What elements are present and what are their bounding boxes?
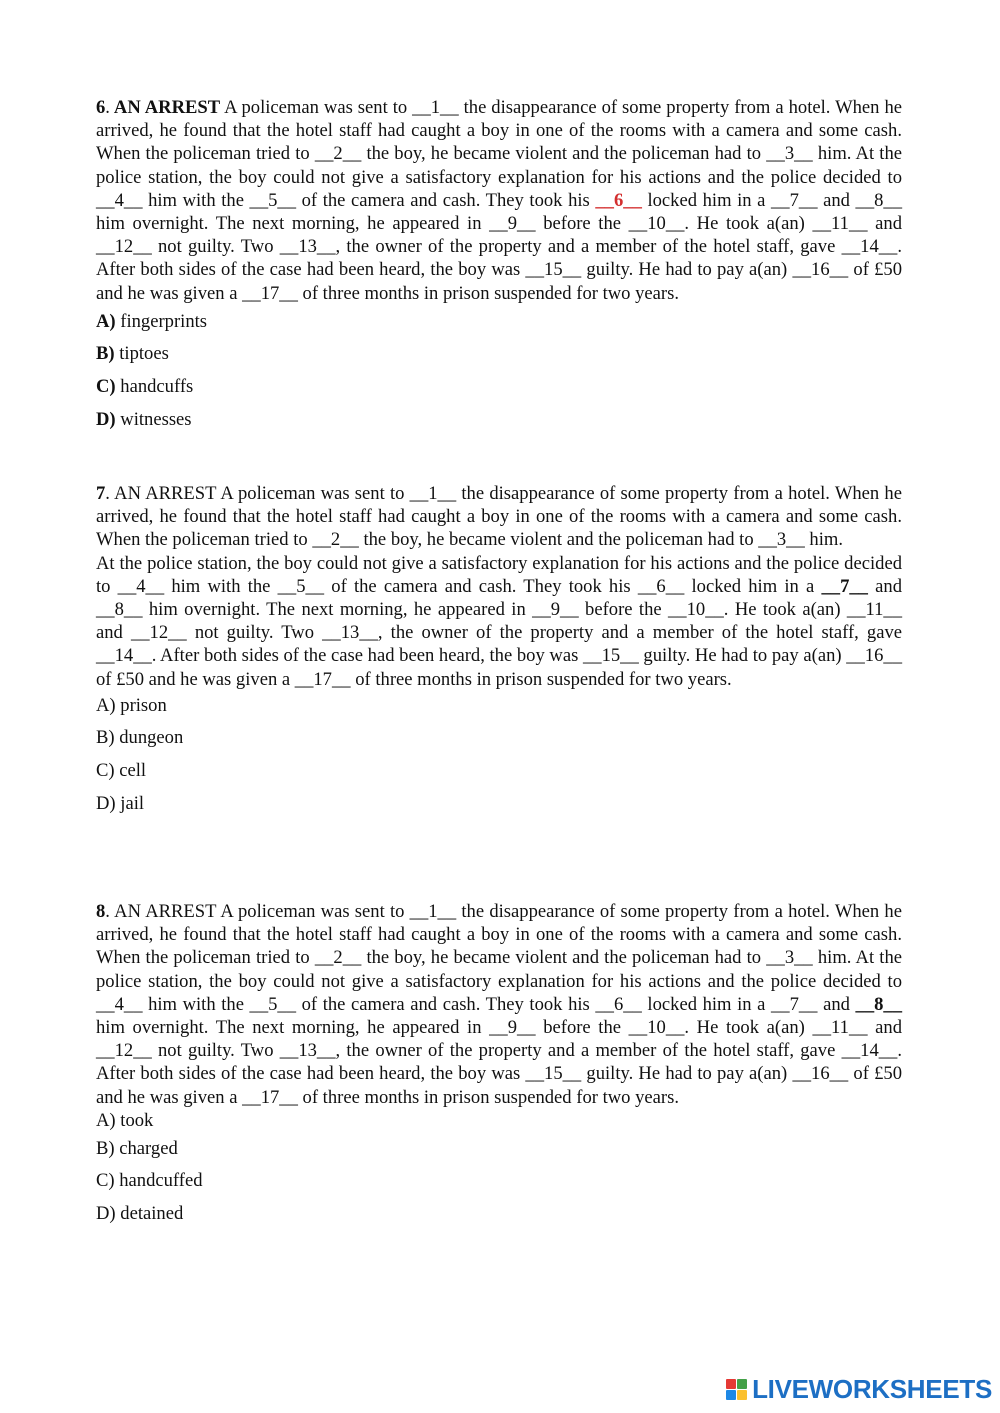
option-c[interactable]: [96, 759, 902, 792]
question-period: .: [105, 97, 110, 118]
passage-text: At the police station, the boy could not give a satisfactory explanation for his actions and the police decided to __4__ him with the __5__ of the camera and cash. They took his __6__ locked him in a: [96, 552, 902, 597]
passage-text: locked him in a __7__ and __8__ him overnight. The next morning, he appeared in __9__ before the __10__. He took a(an) __11__ and __12__ not guilty. Two __13__, the owner of the property and a member of the hotel staff, gave __14__. After both sides of the case had been heard, the boy was __15__ guilty. He had to pay a(an) __16__ of £50 and he was given a __17__ of three months in prison suspended for two years.: [96, 189, 903, 304]
option-label: C): [96, 1170, 115, 1192]
passage-text: A policeman was sent to __1__ the disappearance of some property from a hotel. When he arrived, he found that the hotel staff had caught a boy in one of the rooms with a camera and some cash. When the policeman tried to __2__ the boy, he became violent and the policeman had to __3__ him. At the police station, the boy could not give a satisfactory explanation for his actions and the police decided to __4__ him with the __5__ of the camera and cash. They took his: [96, 97, 902, 211]
liveworksheets-logo: [726, 1375, 992, 1403]
question-number: 6: [96, 97, 106, 118]
question-number: 8: [96, 901, 106, 922]
option-label: D): [96, 408, 116, 430]
options-list: [96, 1109, 902, 1235]
option-b[interactable]: [96, 342, 902, 375]
option-text: jail: [115, 792, 145, 814]
option-label: A): [96, 310, 116, 332]
brand-tiles-icon: [726, 1379, 747, 1400]
option-label: D): [96, 1203, 116, 1225]
brand-tile: [737, 1379, 747, 1389]
question-8-passage: [96, 900, 902, 1109]
brand-name: LIVEWORKSHEETS: [752, 1374, 992, 1404]
option-text: cell: [114, 760, 147, 782]
option-label: C): [96, 760, 115, 782]
options-list: [96, 694, 902, 824]
option-label: C): [96, 376, 116, 398]
option-a[interactable]: [96, 1109, 902, 1137]
option-d[interactable]: [96, 408, 902, 441]
option-text: handcuffs: [115, 376, 194, 398]
option-a[interactable]: [96, 694, 902, 727]
passage-title: AN ARREST: [109, 97, 221, 118]
target-blank: __8__: [855, 993, 902, 1015]
option-c[interactable]: [96, 1169, 902, 1202]
option-label: B): [96, 1137, 115, 1159]
question-6-passage: [96, 96, 902, 305]
option-label: B): [96, 727, 115, 749]
option-b[interactable]: [96, 726, 902, 759]
option-label: B): [96, 343, 115, 365]
option-label: D): [96, 792, 116, 814]
option-text: prison: [115, 694, 167, 716]
option-b[interactable]: [96, 1137, 902, 1170]
option-text: tiptoes: [114, 343, 169, 365]
passage-text: . AN ARREST A policeman was sent to __1__ the disappearance of some property from a hotel. When he arrived, he found that the hotel staff had caught a boy in one of the rooms with a camera and some cash. When the policeman tried to __2__ the boy, he became violent and the policeman had to __3__ him. At the police station, the boy could not give a satisfactory explanation for his actions and the police decided to __4__ him with the __5__ of the camera and cash. They took his __6__ locked him in a __7__ and: [96, 901, 902, 1015]
question-7: [96, 482, 902, 824]
option-text: charged: [114, 1137, 178, 1159]
option-c[interactable]: [96, 375, 902, 408]
passage-text: . AN ARREST A policeman was sent to __1__ the disappearance of some property from a hotel. When he arrived, he found that the hotel staff had caught a boy in one of the rooms with a camera and some cash. When the policeman tried to __2__ the boy, he became violent and the policeman had to __3__ him.: [96, 483, 902, 551]
question-number: 7: [96, 483, 106, 504]
question-6: [96, 96, 902, 440]
target-blank: __6__: [595, 189, 642, 211]
brand-tile: [737, 1390, 747, 1400]
option-text: dungeon: [114, 727, 184, 749]
option-label: A): [96, 1109, 116, 1131]
question-8: [96, 900, 902, 1235]
passage-text: him overnight. The next morning, he appeared in __9__ before the __10__. He took a(an) __11__ and __12__ not guilty. Two __13__, the owner of the property and a member of the hotel staff, gave __14__. After both sides of the case had been heard, the boy was __15__ guilty. He had to pay a(an) __16__ of £50 and he was given a __17__ of three months in prison suspended for two years.: [96, 1017, 902, 1108]
brand-tile: [726, 1379, 736, 1389]
option-text: took: [115, 1109, 154, 1131]
question-7-passage-part-2: [96, 552, 902, 691]
option-text: fingerprints: [115, 310, 208, 332]
option-text: witnesses: [115, 408, 192, 430]
brand-tile: [726, 1390, 736, 1400]
option-text: detained: [115, 1203, 184, 1225]
option-text: handcuffed: [114, 1170, 203, 1192]
question-7-passage-part-1: [96, 482, 902, 552]
options-list: [96, 310, 902, 440]
passage-text: and __8__ him overnight. The next morning, he appeared in __9__ before the __10__. He took a(an) __11__ and __12__ not guilty. Two __13__, the owner of the property and a member of the hotel staff, gave __14__. After both sides of the case had been heard, the boy was __15__ guilty. He had to pay a(an) __16__ of £50 and he was given a __17__ of three months in prison suspended for two years.: [96, 575, 902, 690]
option-a[interactable]: [96, 310, 902, 343]
target-blank: __7__: [821, 575, 868, 597]
option-d[interactable]: [96, 1202, 902, 1235]
option-label: A): [96, 694, 116, 716]
option-d[interactable]: [96, 792, 902, 825]
